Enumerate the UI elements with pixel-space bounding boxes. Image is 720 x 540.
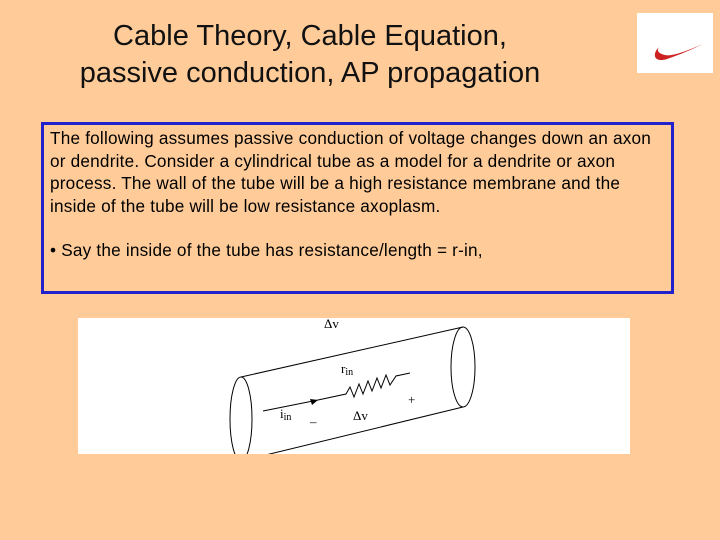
swoosh-logo-icon — [637, 13, 713, 73]
title-line-1: Cable Theory, Cable Equation, — [113, 20, 507, 52]
minus-sign: – — [310, 414, 317, 429]
current-arrowhead — [310, 399, 318, 405]
text-box — [41, 122, 674, 294]
tube-bottom-wall — [241, 407, 463, 454]
plus-sign: + — [408, 392, 416, 407]
tube-left-end — [230, 377, 252, 454]
delta-v-top-label: Δv — [324, 318, 339, 331]
delta-v-bottom-label: Δv — [353, 408, 368, 423]
current-arrow — [263, 400, 318, 411]
body-paragraph: The following assumes passive conduction of voltage changes down an axon or dendrite. Consider a cylindrical tube as a model for a dendrite or axon process. The wall of the tube will be a high resistance membrane and the inside of the tube will be low resistance axoplasm. — [50, 128, 652, 216]
bullet-item: • Say the inside of the tube has resistance/length = r-in, — [50, 240, 483, 260]
cable-diagram — [78, 318, 630, 454]
slide-title — [60, 18, 560, 92]
tube-right-end — [451, 327, 475, 407]
r-in-label: rin — [341, 361, 354, 378]
i-in-label: iin — [280, 406, 292, 423]
title-line-2: passive conduction, AP propagation — [79, 57, 541, 89]
resistor-zigzag-icon — [318, 373, 410, 400]
